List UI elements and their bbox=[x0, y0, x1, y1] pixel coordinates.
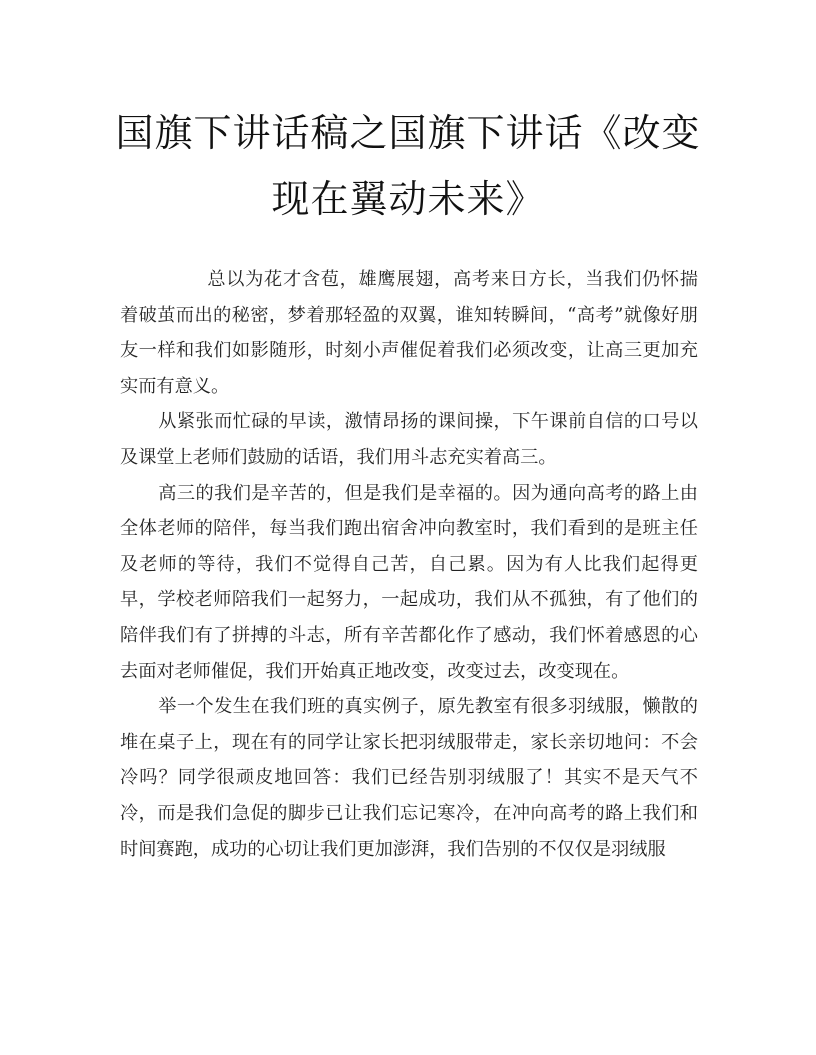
paragraph: 高三的我们是辛苦的，但是我们是幸福的。因为通向高考的路上由全体老师的陪伴，每当我们跑出宿舍冲向教室时，我们看到的是班主任及老师的等待，我们不觉得自己苦，自己累。因为有人比我们起得更早，学校老师陪我们一起努力，一起成功，我们从不孤独，有了他们的陪伴我们有了拼搏的斗志，所有辛苦都化作了感动，我们怀着感恩的心去面对老师催促，我们开始真正地改变，改变过去，改变现在。 bbox=[120, 482, 698, 682]
document-body bbox=[120, 262, 698, 867]
paragraph: 总以为花才含苞，雄鹰展翅，高考来日方长，当我们仍怀揣着破茧而出的秘密，梦着那轻盈的双翼，谁知转瞬间，“高考”就像好朋友一样和我们如影随形，时刻小声催促着我们必须改变，让高三更加充实而有意义。 bbox=[120, 269, 698, 397]
document-title: 国旗下讲话稿之国旗下讲话《改变现在翼动未来》 bbox=[115, 111, 701, 221]
paragraph: 从紧张而忙碌的早读，激情昂扬的课间操，下午课前自信的口号以及课堂上老师们鼓励的话语，我们用斗志充实着高三。 bbox=[120, 411, 698, 468]
paragraph: 举一个发生在我们班的真实例子，原先教室有很多羽绒服，懒散的堆在桌子上，现在有的同学让家长把羽绒服带走，家长亲切地问：不会冷吗？同学很顽皮地回答：我们已经告别羽绒服了！其实不是天气不冷，而是我们急促的脚步已让我们忘记寒冷，在冲向高考的路上我们和时间赛跑，成功的心切让我们更加澎湃，我们告别的不仅仅是羽绒服 bbox=[120, 696, 698, 860]
